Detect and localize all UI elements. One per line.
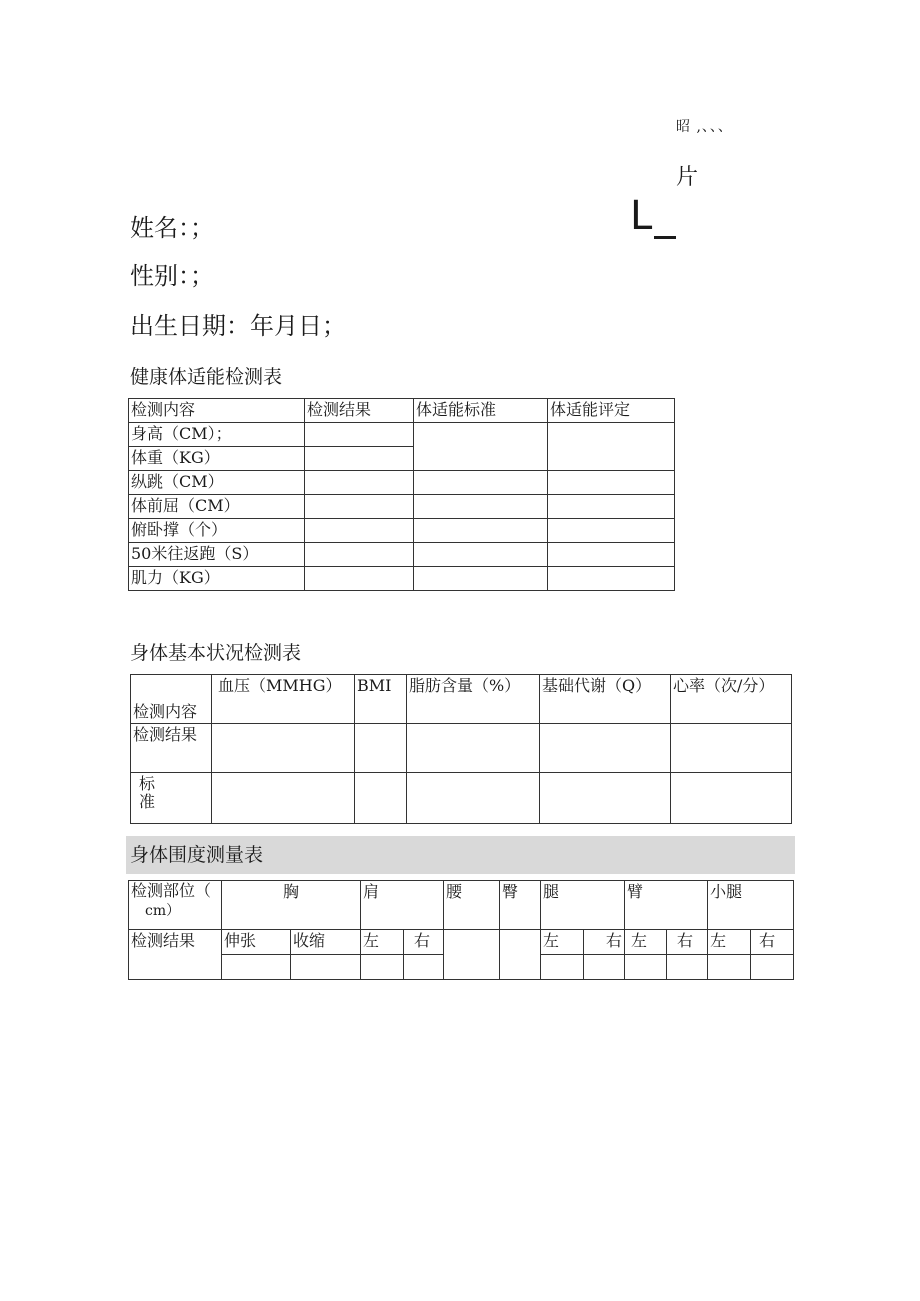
result-cell[interactable] xyxy=(305,495,414,519)
girth-table xyxy=(128,880,794,980)
header-cell: 检测结果 xyxy=(305,399,414,423)
calf-header: 小腿 xyxy=(708,881,794,930)
thigh-right-value[interactable] xyxy=(584,955,625,980)
rating-cell[interactable] xyxy=(548,543,675,567)
table-row xyxy=(129,495,675,519)
thigh-left-value[interactable] xyxy=(541,955,584,980)
table-row xyxy=(131,773,792,824)
photo-corner-mark: L xyxy=(630,193,653,239)
result-label: 检测结果 xyxy=(129,930,222,980)
basic-status-table xyxy=(130,674,792,824)
item-label: 肌力（KG） xyxy=(129,567,305,591)
item-label: 体前屈（CM） xyxy=(129,495,305,519)
result-cell[interactable] xyxy=(305,471,414,495)
result-cell[interactable] xyxy=(305,543,414,567)
table-row xyxy=(129,519,675,543)
value-cell[interactable] xyxy=(355,773,407,824)
value-cell[interactable] xyxy=(671,724,792,773)
result-cell[interactable] xyxy=(305,519,414,543)
birth-date-field: 出生日期：年月日； xyxy=(130,312,346,340)
table-row xyxy=(129,423,675,447)
part-label xyxy=(129,881,222,930)
rating-cell[interactable] xyxy=(548,423,675,471)
photo-label-line2: 片 xyxy=(676,165,699,190)
arm-right-value[interactable] xyxy=(667,955,708,980)
value-cell[interactable] xyxy=(671,773,792,824)
header-cell: 血压（MMHG） xyxy=(212,675,355,724)
standard-label-line2: 准 xyxy=(139,792,156,811)
arm-left-label: 左 xyxy=(625,930,667,955)
standard-cell[interactable] xyxy=(414,543,548,567)
calf-left-label: 左 xyxy=(708,930,751,955)
result-cell[interactable] xyxy=(305,423,414,447)
header-cell: 脂肪含量（%） xyxy=(407,675,540,724)
header-cell: 检测内容 xyxy=(131,675,212,724)
standard-label-line1: 标 xyxy=(139,774,156,793)
item-label xyxy=(131,773,212,824)
chest-expand-value[interactable] xyxy=(222,955,291,980)
table-row xyxy=(129,543,675,567)
calf-right-value[interactable] xyxy=(751,955,794,980)
value-cell[interactable] xyxy=(407,724,540,773)
standard-cell[interactable] xyxy=(414,519,548,543)
basic-table-title: 身体基本状况检测表 xyxy=(130,642,302,664)
table-row xyxy=(131,724,792,773)
standard-cell[interactable] xyxy=(414,567,548,591)
chest-contract-label: 收缩 xyxy=(291,930,361,955)
standard-cell[interactable] xyxy=(414,471,548,495)
girth-table-title: 身体围度测量表 xyxy=(126,836,795,874)
arm-right-label: 右 xyxy=(667,930,708,955)
value-cell[interactable] xyxy=(212,724,355,773)
name-field: 姓名：； xyxy=(130,214,214,242)
header-cell: 心率（次/分） xyxy=(671,675,792,724)
hip-header: 臀 xyxy=(500,881,541,930)
value-cell[interactable] xyxy=(540,724,671,773)
table-row xyxy=(129,567,675,591)
chest-expand-label: 伸张 xyxy=(222,930,291,955)
thigh-left-label: 左 xyxy=(541,930,584,955)
shoulder-right-value[interactable] xyxy=(404,955,444,980)
hip-value-cell[interactable] xyxy=(500,930,541,980)
photo-corner-bar xyxy=(654,236,676,239)
chest-contract-value[interactable] xyxy=(291,955,361,980)
waist-value-cell[interactable] xyxy=(444,930,500,980)
header-cell: 基础代谢（Q） xyxy=(540,675,671,724)
value-cell[interactable] xyxy=(407,773,540,824)
thigh-header: 腿 xyxy=(541,881,625,930)
chest-header: 胸 xyxy=(222,881,361,930)
header-cell: 体适能标准 xyxy=(414,399,548,423)
standard-cell[interactable] xyxy=(414,495,548,519)
item-label: 检测结果 xyxy=(131,724,212,773)
shoulder-header: 肩 xyxy=(361,881,444,930)
fitness-table-title: 健康体适能检测表 xyxy=(130,366,283,388)
header-cell: 体适能评定 xyxy=(548,399,675,423)
table-header-row xyxy=(129,399,675,423)
value-cell[interactable] xyxy=(212,773,355,824)
shoulder-left-value[interactable] xyxy=(361,955,404,980)
item-label: 俯卧撑（个） xyxy=(129,519,305,543)
photo-label-line1: 昭 ,、、、 xyxy=(676,119,733,135)
arm-header: 臂 xyxy=(625,881,708,930)
shoulder-left-label: 左 xyxy=(361,930,404,955)
table-header-row xyxy=(131,675,792,724)
rating-cell[interactable] xyxy=(548,567,675,591)
gender-field: 性别：； xyxy=(130,262,214,290)
value-cell[interactable] xyxy=(355,724,407,773)
result-cell[interactable] xyxy=(305,567,414,591)
thigh-right-label: 右 xyxy=(584,930,625,955)
table-row xyxy=(129,471,675,495)
item-label: 纵跳（CM） xyxy=(129,471,305,495)
header-cell: BMI xyxy=(355,675,407,724)
value-cell[interactable] xyxy=(540,773,671,824)
result-cell[interactable] xyxy=(305,447,414,471)
item-label: 50米往返跑（S） xyxy=(129,543,305,567)
header-cell: 检测内容 xyxy=(129,399,305,423)
part-label-unit: cm） xyxy=(145,903,181,919)
item-label: 体重（KG） xyxy=(129,447,305,471)
arm-left-value[interactable] xyxy=(625,955,667,980)
part-label-line1: 检测部位（ xyxy=(131,881,212,900)
shoulder-right-label: 右 xyxy=(404,930,444,955)
item-label: 身高（CM）； xyxy=(129,423,305,447)
table-row xyxy=(129,930,794,955)
rating-cell[interactable] xyxy=(548,519,675,543)
standard-cell[interactable] xyxy=(414,423,548,471)
fitness-table xyxy=(128,398,675,591)
waist-header: 腰 xyxy=(444,881,500,930)
rating-cell[interactable] xyxy=(548,471,675,495)
calf-right-label: 右 xyxy=(751,930,794,955)
calf-left-value[interactable] xyxy=(708,955,751,980)
rating-cell[interactable] xyxy=(548,495,675,519)
